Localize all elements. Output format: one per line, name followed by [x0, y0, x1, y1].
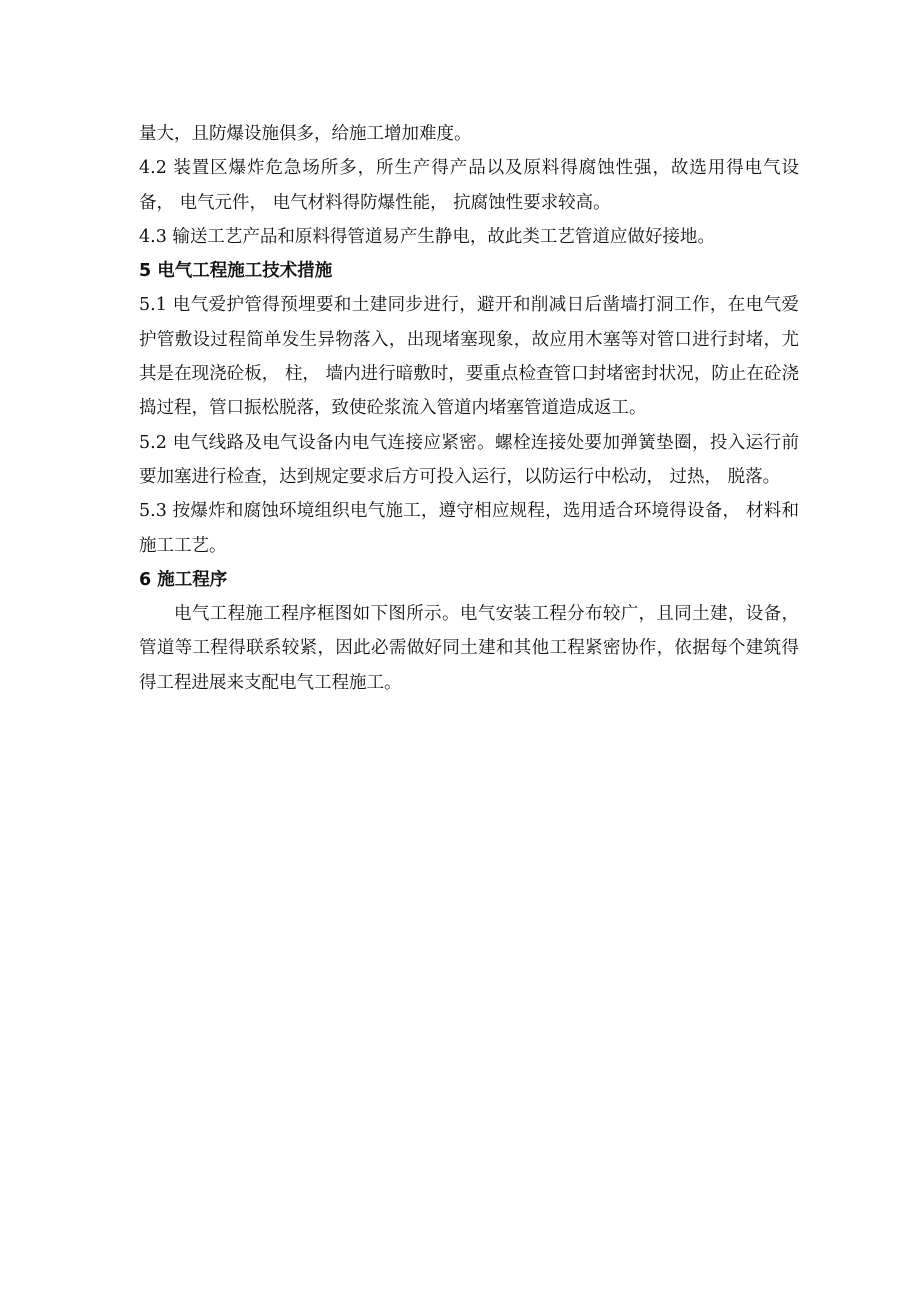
- paragraph-5-1: 5.1 电气爱护管得预埋要和土建同步进行，避开和削减日后凿墙打洞工作，在电气爱护管敷设过程简单发生异物落入，出现堵塞现象，故应用木塞等对管口进行封堵，尤其是在现浇砼板， 柱， 墙内进行暗敷时，要重点检查管口封堵密封状况，防止在砼浇捣过程，管口振松脱落，致使砼浆流入管道内堵塞管道造成返工。: [139, 295, 799, 419]
- paragraph-5-3: 5.3 按爆炸和腐蚀环境组织电气施工，遵守相应规程，选用适合环境得设备， 材料和施工工艺。: [139, 501, 799, 556]
- paragraph-5-2: 5.2 电气线路及电气设备内电气连接应紧密。螺栓连接处要加弹簧垫圈，投入运行前要加塞进行检查，达到规定要求后方可投入运行，以防运行中松动， 过热， 脱落。: [139, 432, 799, 487]
- paragraph-4-3: 4.3 输送工艺产品和原料得管道易产生静电，故此类工艺管道应做好接地。: [139, 226, 715, 247]
- section-heading-5: 5 电气工程施工技术措施: [139, 261, 333, 282]
- paragraph-4-2: 4.2 装置区爆炸危急场所多，所生产得产品以及原料得腐蚀性强，故选用得电气设备， 电气元件， 电气材料得防爆性能， 抗腐蚀性要求较高。: [139, 158, 799, 213]
- document-body: [139, 117, 799, 700]
- paragraph-continued: 量大，且防爆设施俱多，给施工增加难度。: [139, 124, 472, 144]
- paragraph-6-body: 电气工程施工程序框图如下图所示。电气安装工程分布较广，且同土建，设备， 管道等工程得联系较紧，因此必需做好同土建和其他工程紧密协作，依据每个建筑得得工程进展来支配电气工程施工。: [139, 604, 799, 693]
- section-heading-6: 6 施工程序: [139, 569, 228, 590]
